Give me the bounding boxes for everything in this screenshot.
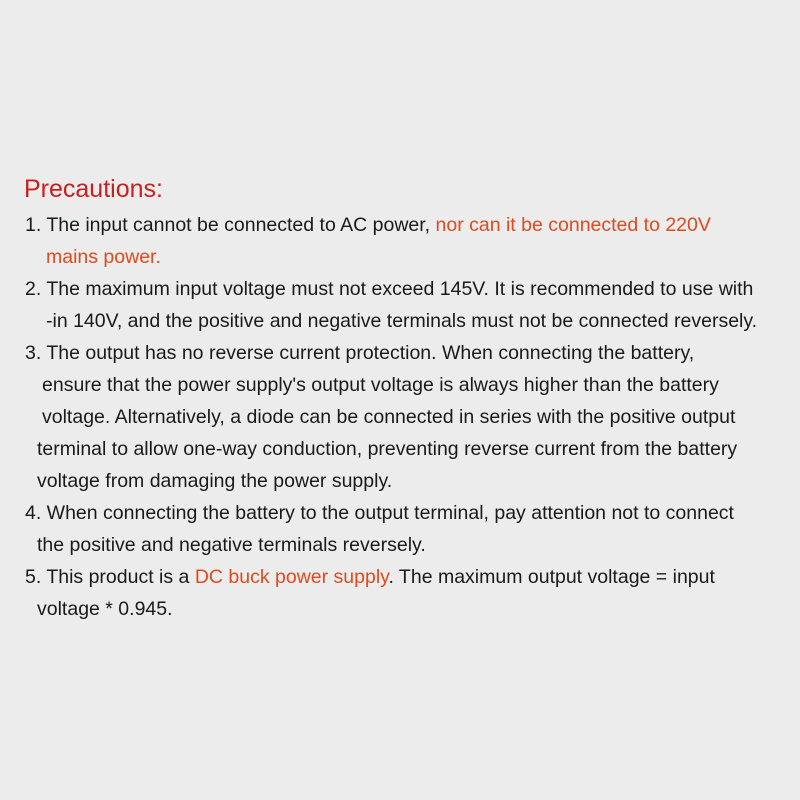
- precaution-item-5: [25, 565, 715, 589]
- text-segment: 4. When connecting the battery to the output terminal, pay attention not to connect: [25, 502, 734, 524]
- precaution-item-continuation: [42, 405, 735, 429]
- text-segment: -in 140V, and the positive and negative terminals must not be connected reversely.: [46, 310, 758, 332]
- precautions-title: Precautions:: [24, 175, 163, 203]
- text-segment: voltage from damaging the power supply.: [37, 470, 393, 492]
- precaution-item-continuation: [37, 533, 426, 557]
- text-segment: 1. The input cannot be connected to AC power,: [25, 214, 436, 236]
- text-segment: terminal to allow one-way conduction, preventing reverse current from the battery: [37, 438, 738, 460]
- highlighted-text: mains power.: [46, 246, 161, 268]
- precaution-item-1: [25, 213, 711, 237]
- highlighted-text: nor can it be connected to 220V: [435, 214, 711, 236]
- text-segment: ensure that the power supply's output voltage is always higher than the battery: [42, 374, 719, 396]
- highlighted-text: DC buck power supply: [194, 566, 389, 588]
- precaution-item-continuation: [42, 373, 719, 397]
- text-segment: 5. This product is a: [25, 566, 195, 588]
- precaution-item-continuation: [37, 437, 737, 461]
- precaution-item-continuation: [37, 469, 392, 493]
- precaution-item-3: [25, 341, 694, 365]
- text-segment: voltage * 0.945.: [37, 598, 173, 620]
- precaution-item-4: [25, 501, 734, 525]
- precaution-item-continuation: [37, 597, 173, 621]
- text-segment: 3. The output has no reverse current protection. When connecting the battery,: [25, 342, 695, 364]
- text-segment: the positive and negative terminals reversely.: [37, 534, 426, 556]
- text-segment: voltage. Alternatively, a diode can be connected in series with the positive output: [42, 406, 736, 428]
- precaution-item-continuation: [46, 309, 757, 333]
- precaution-item-continuation: [46, 245, 161, 269]
- text-segment: . The maximum output voltage = input: [388, 566, 715, 588]
- text-segment: 2. The maximum input voltage must not exceed 145V. It is recommended to use with: [25, 278, 754, 300]
- precaution-item-2: [25, 277, 753, 301]
